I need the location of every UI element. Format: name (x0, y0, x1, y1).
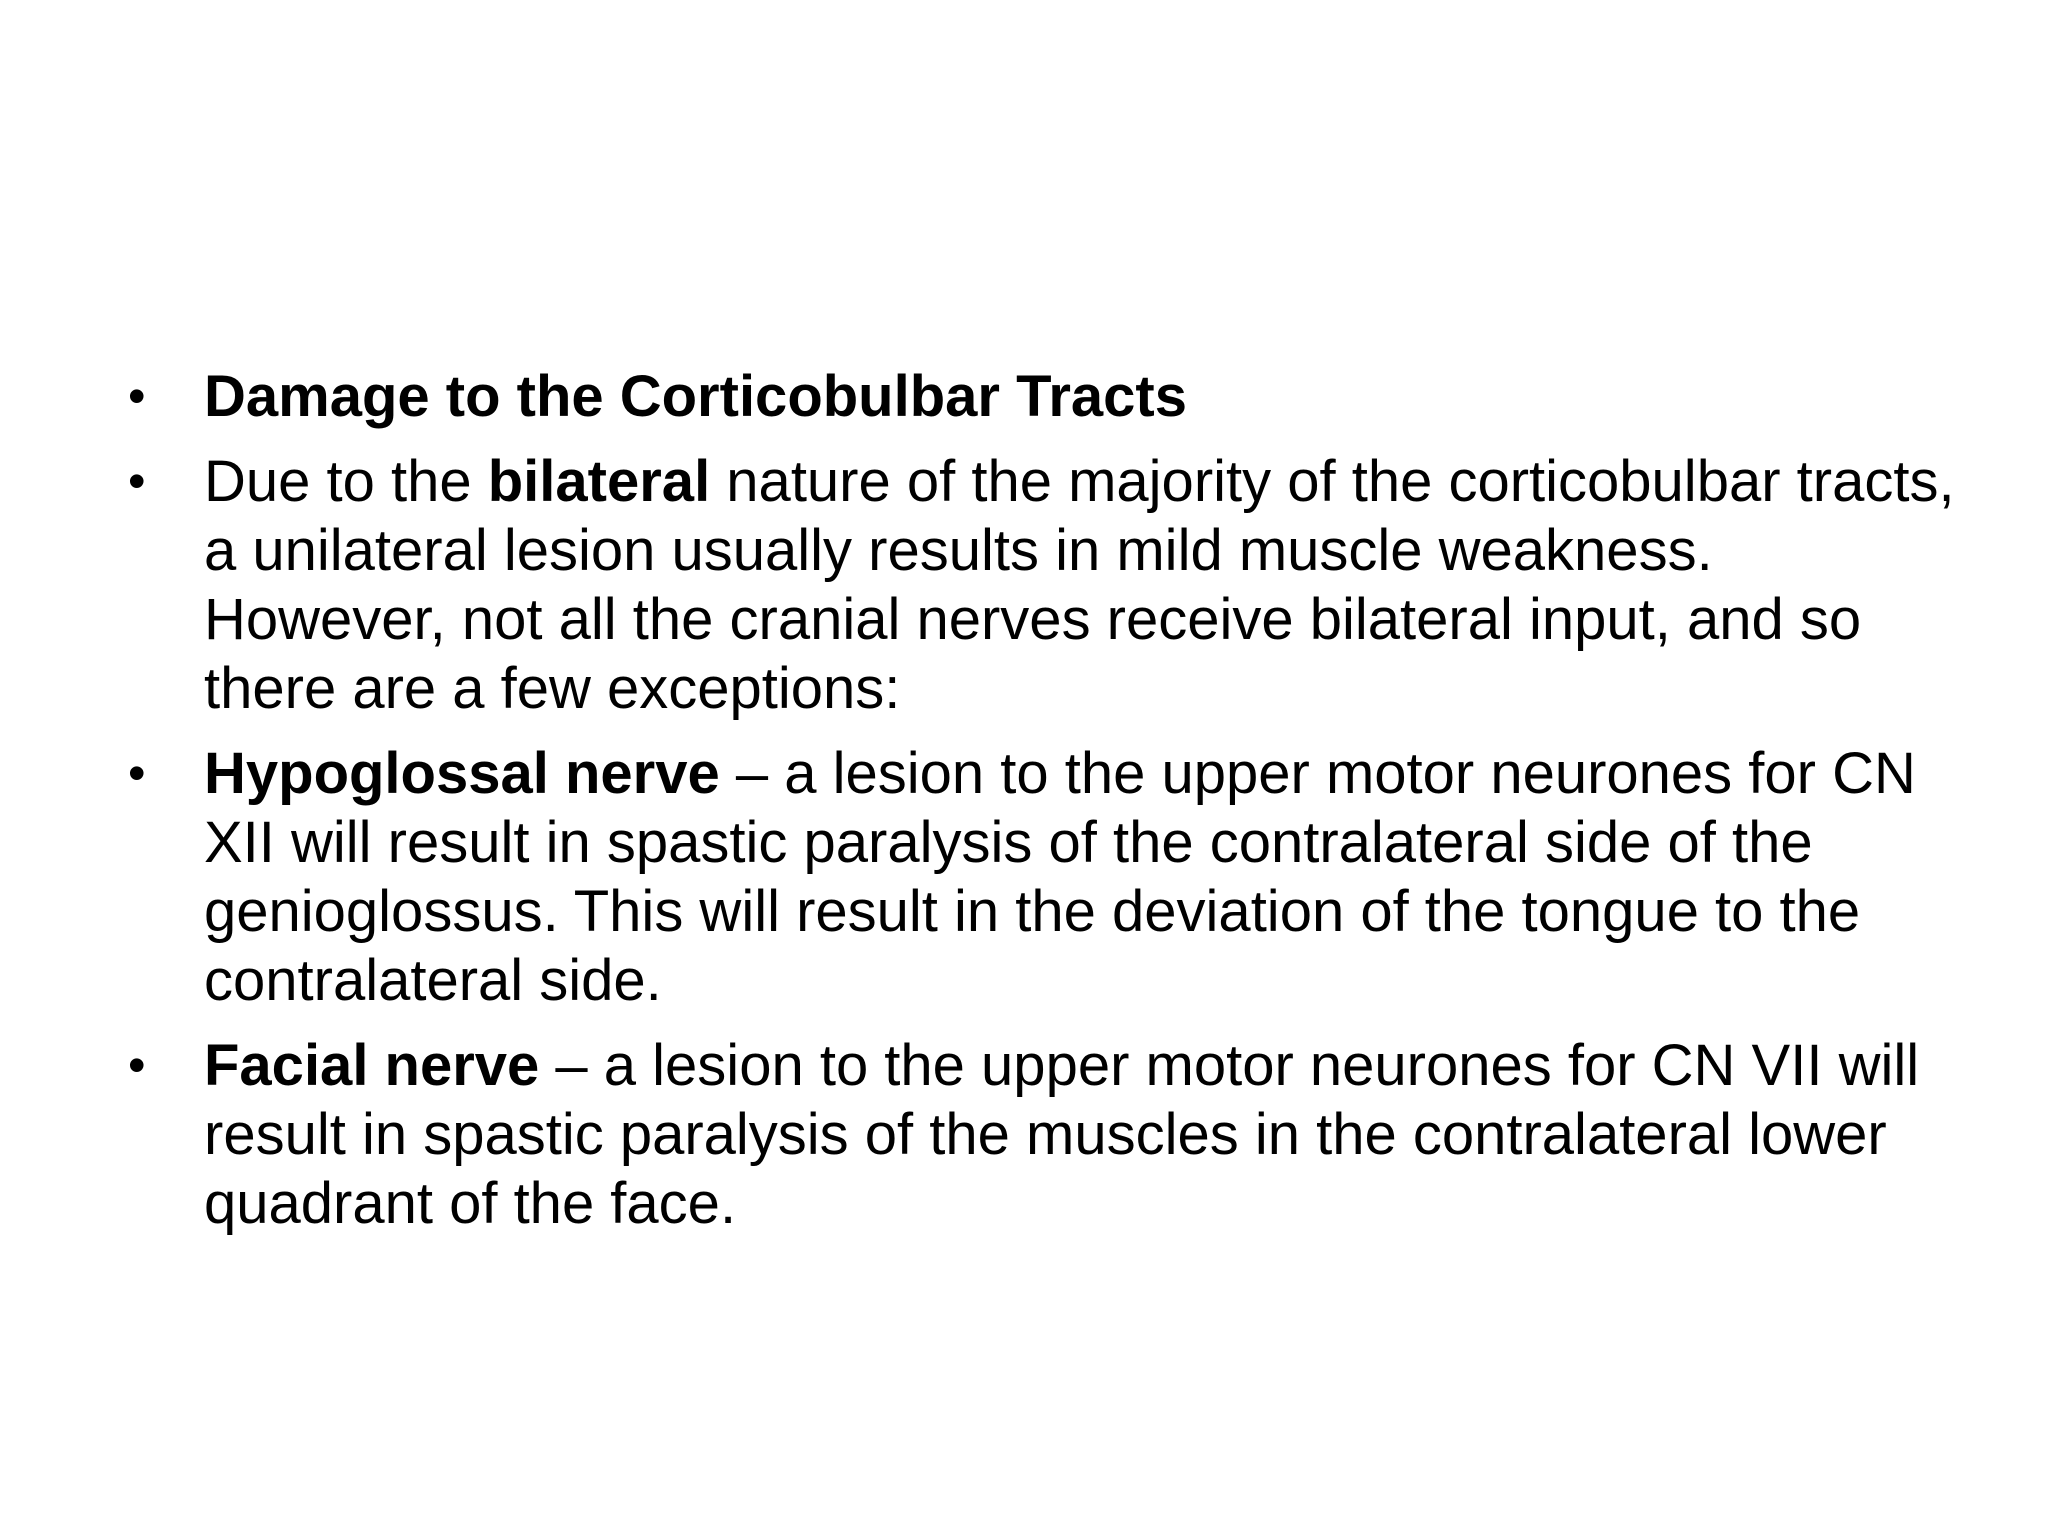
bullet-list (120, 362, 1970, 1254)
bullet-item-bilateral (120, 447, 1970, 723)
bullet-item-hypoglossal (120, 739, 1970, 1015)
bullet-text: – a lesion to the upper motor neurones for CN VII will result in spastic paralysis of the muscles in the contralateral lower quadrant of the face. (204, 1033, 1920, 1236)
bullet-icon: • (128, 368, 146, 424)
bullet-bold-term: bilateral (487, 449, 711, 514)
bullet-icon: • (128, 745, 146, 801)
bullet-icon: • (128, 453, 146, 509)
bullet-icon: • (128, 1037, 146, 1093)
bullet-text: – a lesion to the upper motor neurones for CN XII will result in spastic paralysis of the contralateral side of the genioglossus. This will result in the deviation of the tongue to the contralateral side. (204, 741, 1916, 1013)
bullet-text: nature of the majority of the corticobulbar tracts, a unilateral lesion usually results in mild muscle weakness. However, not all the cranial nerves receive bilateral input, and so there are a few exceptions: (204, 449, 1955, 721)
bullet-item-heading (120, 362, 1970, 431)
bullet-bold-term: Hypoglossal nerve (204, 741, 720, 806)
bullet-heading-text: Damage to the Corticobulbar Tracts (204, 364, 1187, 429)
bullet-text-pre: Due to the (204, 449, 488, 514)
bullet-bold-term: Facial nerve (204, 1033, 540, 1098)
bullet-item-facial (120, 1031, 1970, 1238)
